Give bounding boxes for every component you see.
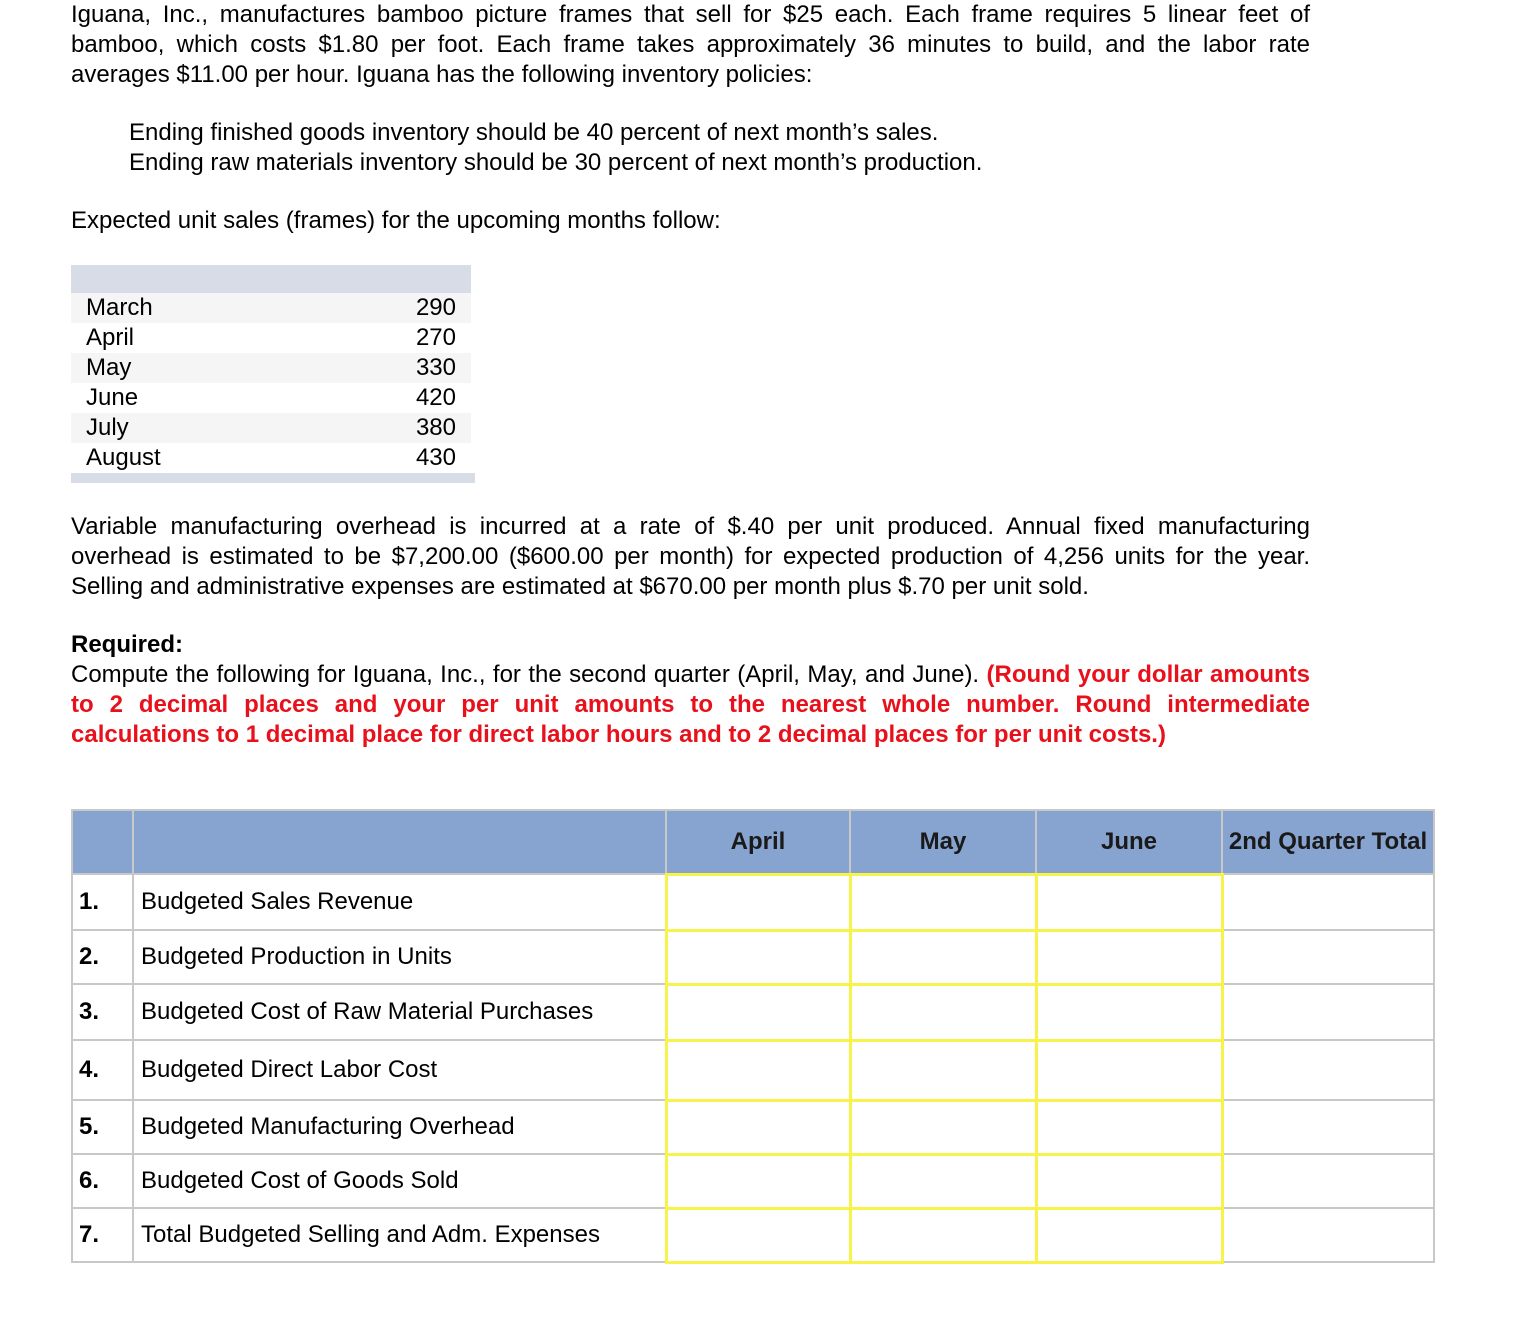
- row-number: 2.: [72, 930, 133, 984]
- row-label: Budgeted Production in Units: [133, 930, 666, 984]
- sales-month: March: [86, 294, 153, 321]
- april-input[interactable]: [666, 1154, 850, 1208]
- row-label: Budgeted Direct Labor Cost: [133, 1040, 666, 1100]
- header-quarter-total: 2nd Quarter Total: [1222, 810, 1434, 874]
- expected-sales-table: [71, 265, 471, 483]
- policy-raw-materials: Ending raw materials inventory should be 30 percent of next month’s production.: [129, 149, 983, 176]
- sales-month: April: [86, 324, 135, 351]
- may-input[interactable]: [850, 984, 1036, 1040]
- sales-row: [71, 443, 471, 473]
- row-number: 7.: [72, 1208, 133, 1262]
- row-number: 4.: [72, 1040, 133, 1100]
- budget-row: [72, 1100, 1434, 1154]
- budget-header-row: [72, 810, 1434, 874]
- quarter-total-cell: [1222, 874, 1434, 930]
- header-blank-num: [72, 810, 133, 874]
- april-input[interactable]: [666, 1100, 850, 1154]
- may-input[interactable]: [850, 1100, 1036, 1154]
- may-input[interactable]: [850, 930, 1036, 984]
- header-april: April: [666, 810, 850, 874]
- sales-row: [71, 353, 471, 383]
- budget-row: [72, 1154, 1434, 1208]
- sales-units: 430: [415, 444, 456, 471]
- june-input[interactable]: [1036, 874, 1222, 930]
- row-label: Budgeted Cost of Goods Sold: [133, 1154, 666, 1208]
- sales-units: 270: [415, 324, 456, 351]
- quarter-total-cell: [1222, 1208, 1434, 1262]
- june-input[interactable]: [1036, 1154, 1222, 1208]
- may-input[interactable]: [850, 1154, 1036, 1208]
- required-instructions: [71, 660, 1310, 750]
- budget-row: [72, 874, 1434, 930]
- sales-row: [71, 383, 471, 413]
- sales-units: 420: [415, 384, 456, 411]
- may-input[interactable]: [850, 1208, 1036, 1262]
- april-input[interactable]: [666, 930, 850, 984]
- sales-row: [71, 293, 471, 323]
- april-input[interactable]: [666, 874, 850, 930]
- row-number: 1.: [72, 874, 133, 930]
- header-june: June: [1036, 810, 1222, 874]
- row-number: 6.: [72, 1154, 133, 1208]
- rounding-note: (Round your dollar amounts to 2 decimal places and your per unit amounts to the nearest whole number. Round intermediate calculations to 1 decimal place for direct labor hours and to 2 decimal places for per unit costs.): [71, 661, 1310, 748]
- header-blank-label: [133, 810, 666, 874]
- april-input[interactable]: [666, 984, 850, 1040]
- header-may: May: [850, 810, 1036, 874]
- budget-row: [72, 930, 1434, 984]
- sales-table-header: [71, 265, 471, 293]
- june-input[interactable]: [1036, 984, 1222, 1040]
- sales-intro: Expected unit sales (frames) for the upcoming months follow:: [71, 207, 721, 234]
- sales-row: [71, 413, 471, 443]
- overhead-paragraph: Variable manufacturing overhead is incurred at a rate of $.40 per unit produced. Annual fixed manufacturing overhead is estimated to be $7,200.00 ($600.00 per month) for expected production of 4,256 units for the year. Selling and administrative expenses are estimated at $670.00 per month plus $.70 per unit sold.: [71, 513, 1310, 600]
- june-input[interactable]: [1036, 1100, 1222, 1154]
- june-input[interactable]: [1036, 1208, 1222, 1262]
- row-number: 5.: [72, 1100, 133, 1154]
- quarter-total-cell: [1222, 984, 1434, 1040]
- budget-row: [72, 984, 1434, 1040]
- may-input[interactable]: [850, 874, 1036, 930]
- row-label: Budgeted Manufacturing Overhead: [133, 1100, 666, 1154]
- sales-row: [71, 323, 471, 353]
- sales-month: June: [86, 384, 139, 411]
- intro-paragraph: Iguana, Inc., manufactures bamboo picture frames that sell for $25 each. Each frame requires 5 linear feet of bamboo, which costs $1.80 per foot. Each frame takes approximately 36 minutes to build, and the labor rate averages $11.00 per hour. Iguana has the following inventory policies:: [71, 1, 1310, 88]
- required-text: Compute the following for Iguana, Inc., for the second quarter (April, May, and June).: [71, 661, 987, 688]
- june-input[interactable]: [1036, 1040, 1222, 1100]
- sales-units: 290: [415, 294, 456, 321]
- june-input[interactable]: [1036, 930, 1222, 984]
- row-label: Budgeted Cost of Raw Material Purchases: [133, 984, 666, 1040]
- quarter-total-cell: [1222, 1154, 1434, 1208]
- sales-month: May: [86, 354, 132, 381]
- budget-row: [72, 1040, 1434, 1100]
- budget-row: [72, 1208, 1434, 1262]
- quarter-total-cell: [1222, 1100, 1434, 1154]
- sales-table-footer: [71, 473, 475, 483]
- row-label: Budgeted Sales Revenue: [133, 874, 666, 930]
- april-input[interactable]: [666, 1040, 850, 1100]
- sales-units: 380: [415, 414, 456, 441]
- may-input[interactable]: [850, 1040, 1036, 1100]
- sales-month: July: [86, 414, 129, 441]
- row-number: 3.: [72, 984, 133, 1040]
- policy-finished-goods: Ending finished goods inventory should be 40 percent of next month’s sales.: [129, 119, 939, 146]
- budget-table: [71, 809, 1435, 1264]
- quarter-total-cell: [1222, 930, 1434, 984]
- sales-units: 330: [415, 354, 456, 381]
- april-input[interactable]: [666, 1208, 850, 1262]
- sales-month: August: [86, 444, 161, 471]
- row-label: Total Budgeted Selling and Adm. Expenses: [133, 1208, 666, 1262]
- required-label: Required:: [71, 631, 184, 658]
- quarter-total-cell: [1222, 1040, 1434, 1100]
